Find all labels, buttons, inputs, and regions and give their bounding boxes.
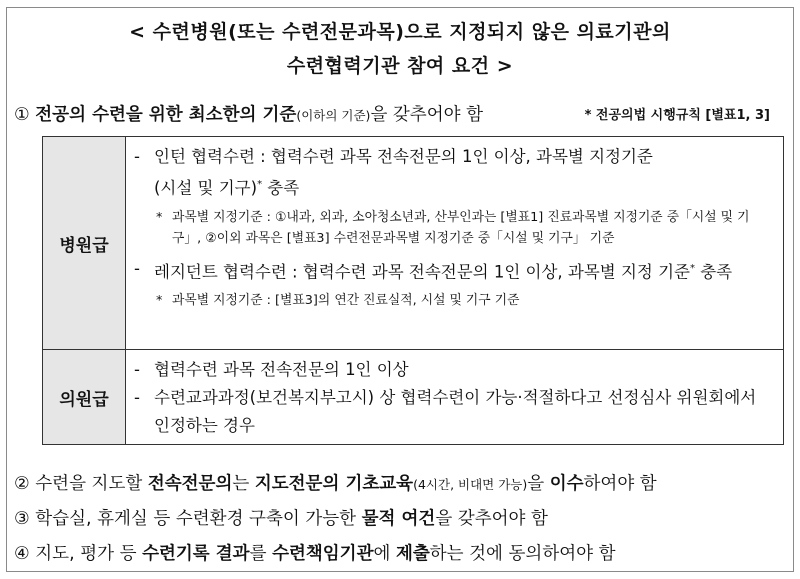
requirement-1-rest: 을 갖추어야 함: [370, 105, 483, 125]
footnote-mark: *: [257, 179, 263, 190]
text-part: 는: [232, 474, 255, 494]
law-reference-note: * 전공의법 시행규칙 [별표1, 3]: [584, 108, 770, 123]
bold-part: 제출: [395, 544, 430, 564]
clinic-label: 의원급: [43, 350, 126, 445]
intern-text-end: 충족: [262, 178, 300, 198]
asterisk-mark: *: [156, 293, 163, 308]
clinic-item-text: 수련교과과정(보건복지부고시) 상 협력수련이 가능·적절하다고 선정심사 위원회에서 인정하는 경우: [154, 388, 757, 435]
resident-requirement: [134, 255, 775, 287]
intern-text-facilities: (시설 및 기구): [154, 178, 258, 198]
requirement-1-bold: 전공의 수련을 위한 최소한의 기준: [35, 105, 297, 125]
resident-text-end: 충족: [694, 262, 733, 281]
title-line-2: 수련협력기관 참여 요건 >: [286, 55, 514, 77]
requirement-2: [14, 470, 657, 495]
resident-footnote: [134, 290, 775, 311]
dash-mark: -: [134, 388, 140, 407]
requirement-3-number: ③: [14, 509, 30, 529]
intern-footnote: [134, 207, 775, 249]
intern-footnote-text: 과목별 지정기준 : ①내과, 외과, 소아청소년과, 산부인과는 [별표1] 진료과목별 지정기준 중「시설 및 기구」, ②이외 과목은 [별표3] 수련전문과목별 지정기준 중「시설 및 기구」 기준: [172, 209, 750, 246]
bold-part: 지도전문의 기초교육: [254, 474, 414, 494]
clinic-row: [43, 350, 784, 445]
footnote-mark: *: [689, 262, 695, 274]
title-line-1: < 수련병원(또는 수련전문과목)으로 지정되지 않은 의료기관의: [129, 21, 671, 43]
bold-part: 수련책임기관: [272, 544, 374, 564]
text-part: 을 갖추어야 함: [435, 509, 548, 529]
intern-text: 인턴 협력수련 : 협력수련 과목 전속전문의 1인 이상, 과목별 지정기준: [154, 147, 653, 166]
text-part: 하는 것에 동의하여야 함: [429, 544, 616, 564]
bold-part: 물적 여건: [361, 509, 436, 529]
small-part: (4시간, 비대면 가능): [413, 477, 528, 492]
text-part: 에: [373, 544, 396, 564]
text-part: 지도, 평가 등: [35, 544, 143, 564]
requirements-table: [42, 136, 784, 445]
requirement-1: [14, 101, 483, 126]
requirement-3: [14, 505, 548, 530]
text-part: 을: [527, 474, 550, 494]
resident-footnote-text: 과목별 지정기준 : [별표3]의 연간 진료실적, 시설 및 기구 기준: [172, 293, 520, 308]
requirement-1-small: (이하의 기준): [296, 108, 371, 123]
requirement-4: [14, 540, 616, 565]
text-part: 학습실, 휴게실 등 수련환경 구축이 가능한: [35, 509, 362, 529]
hospital-content: [126, 137, 784, 350]
text-part: 수련을 지도할: [35, 474, 148, 494]
intern-requirement: [134, 143, 775, 203]
text-part: 를: [249, 544, 273, 564]
clinic-content: [126, 350, 784, 445]
text-part: 하여야 함: [583, 474, 657, 494]
dash-mark: -: [134, 147, 140, 166]
clinic-item: [134, 356, 775, 384]
requirement-2-number: ②: [14, 474, 30, 494]
resident-text: 레지던트 협력수련 : 협력수련 과목 전속전문의 1인 이상, 과목별 지정 기준: [154, 262, 690, 281]
bold-part: 전속전문의: [147, 474, 233, 494]
requirement-4-number: ④: [14, 544, 30, 564]
requirement-1-number: ①: [14, 105, 30, 125]
clinic-item-text: 협력수련 과목 전속전문의 1인 이상: [154, 360, 409, 379]
dash-mark: -: [134, 360, 140, 379]
clinic-item: [134, 384, 775, 440]
hospital-label: 병원급: [43, 137, 126, 350]
dash-mark: -: [134, 258, 140, 278]
bold-part: 수련기록 결과: [142, 544, 250, 564]
hospital-row: [43, 137, 784, 350]
bold-part: 이수: [549, 474, 584, 494]
asterisk-mark: *: [156, 209, 163, 225]
